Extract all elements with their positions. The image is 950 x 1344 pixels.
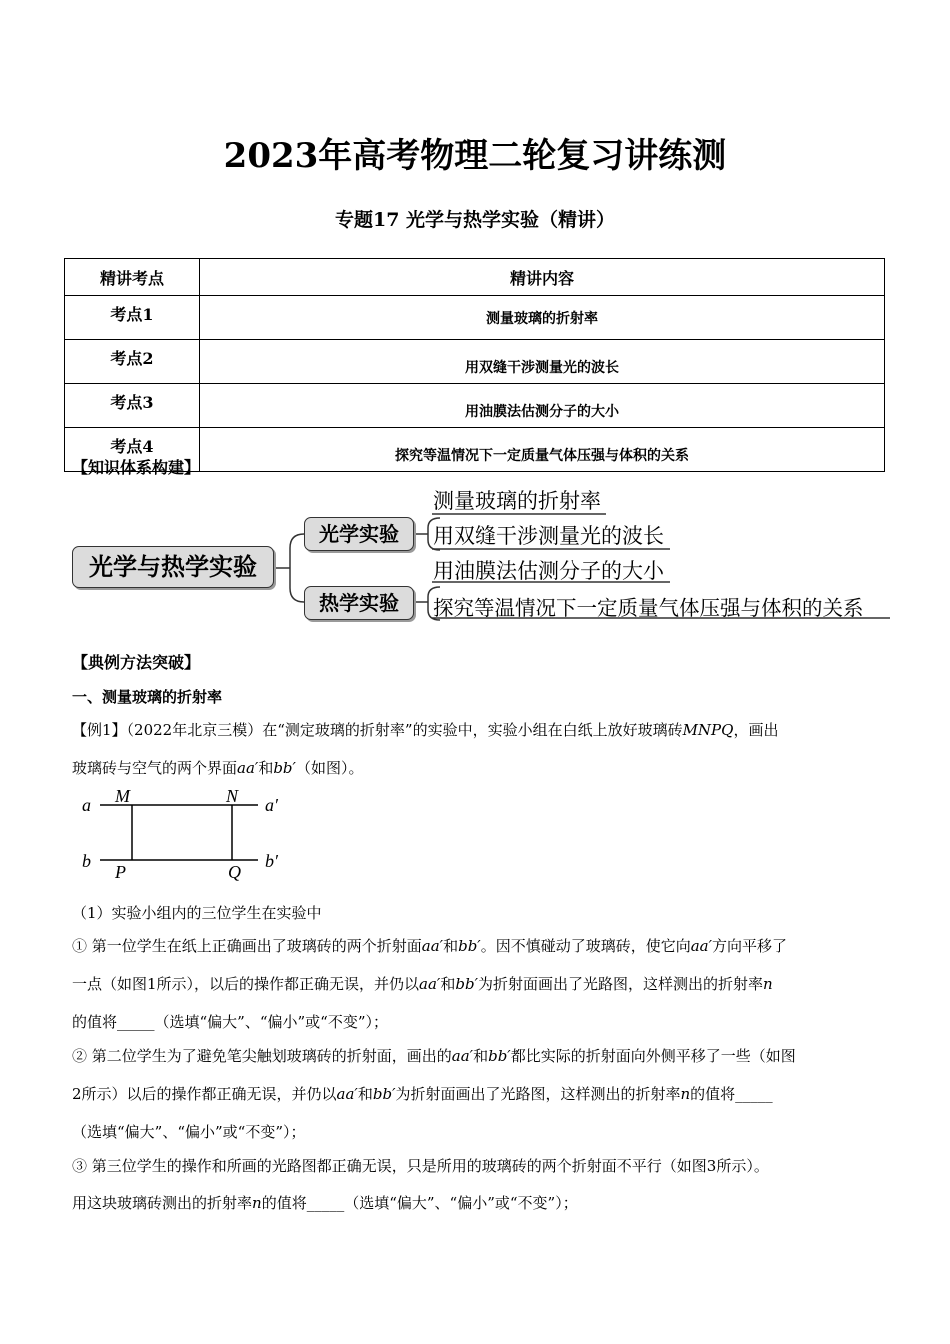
refractive-index-n: n [680,1085,691,1103]
label-b-prime: b′ [265,851,278,871]
example-text: 玻璃砖与空气的两个界面 [72,759,238,777]
mindmap-leaf: 探究等温情况下一定质量气体压强与体积的关系 [433,596,864,620]
mindmap-branch-optics: 光学实验 [304,517,414,551]
question-line: 的值将_____（选填“偏大”、“偏小”或“不变”）； [72,1013,389,1031]
question-line [72,1084,773,1104]
interface-bb: bb′ [455,975,478,993]
table-cell-point: 考点1 [65,296,200,340]
table-header-content: 精讲内容 [200,259,885,296]
q-text: 为折射面画出了光路图，这样测出的折射率 [477,975,763,993]
knowledge-heading: 【知识体系构建】 [72,458,201,477]
question-line [72,974,773,994]
example-text: ，画出 [733,721,779,739]
q-text: 的值将_____ [690,1085,773,1103]
q-text: 方向平移了 [712,937,788,955]
table-cell-point: 考点2 [65,340,200,384]
q-text: 2所示）以后的操作都正确无误，并仍以 [72,1085,337,1103]
interface-aa: aa′ [336,1085,358,1103]
q-text: ① 第一位学生在纸上正确画出了玻璃砖的两个折射面 [72,937,422,955]
interface-aa: aa′ [690,937,713,955]
interface-bb: bb′ [273,759,296,777]
label-Q: Q [228,862,241,882]
method-heading: 【典例方法突破】 [72,653,201,672]
q-text: 都比实际的折射面向外侧平移了一些（如图 [510,1047,796,1065]
question-line [72,1046,796,1066]
question-intro: （1）实验小组内的三位学生在实验中 [72,904,322,922]
table-cell-point: 考点4 [65,428,200,472]
section-title: 一、测量玻璃的折射率 [72,688,223,706]
example-label: 【例1】 [72,721,127,739]
example-line [72,758,363,778]
question-line: ③ 第三位学生的操作和所画的光路图都正确无误，只是所用的玻璃砖的两个折射面不平行（如图3所示）。 [72,1157,769,1175]
label-P: P [115,862,126,882]
mindmap-branch-thermal: 热学实验 [304,586,414,620]
mindmap-leaf: 测量玻璃的折射率 [433,489,601,513]
table-header-row [65,259,885,296]
q-text: 。因不慎碰动了玻璃砖，使它向 [480,937,691,955]
example-line [72,720,778,740]
example-text: 和 [258,759,274,777]
glass-brick-name: MNPQ [682,721,734,739]
document-subtitle: 专题17 光学与热学实验（精讲） [334,209,616,231]
example-text: 在“测定玻璃的折射率”的实验中，实验小组在白纸上放好玻璃砖 [262,721,683,739]
example-text: （如图）。 [295,759,364,777]
topic-table [64,258,885,472]
table-header-point: 精讲考点 [65,259,200,296]
q-text: 的值将_____（选填“偏大”、“偏小”或“不变”）； [261,1194,578,1212]
table-row [65,340,885,384]
mindmap-root: 光学与热学实验 [72,546,274,588]
interface-bb: bb′ [458,937,481,955]
table-cell-content: 探究等温情况下一定质量气体压强与体积的关系 [200,428,885,472]
document-title: 2023年高考物理二轮复习讲练测 [223,136,727,176]
interface-aa: aa′ [451,1047,474,1065]
q-text: 和 [357,1085,373,1103]
example-source: （2022年北京三模） [126,721,263,739]
refractive-index-n: n [252,1194,262,1212]
q-text: 和 [443,937,459,955]
mindmap-leaf: 用双缝干涉测量光的波长 [433,524,664,548]
q-text: 和 [440,975,456,993]
table-cell-content: 测量玻璃的折射率 [200,296,885,340]
table-cell-content: 用油膜法估测分子的大小 [200,384,885,428]
table-row [65,296,885,340]
mindmap-leaf: 用油膜法估测分子的大小 [433,559,664,583]
interface-aa: aa′ [237,759,259,777]
q-text: ② 第二位学生为了避免笔尖触划玻璃砖的折射面，画出的 [72,1047,452,1065]
label-a: a [82,795,91,815]
interface-aa: aa′ [419,975,441,993]
refractive-index-n: n [763,975,773,993]
table-cell-content: 用双缝干涉测量光的波长 [200,340,885,384]
table-row [65,384,885,428]
table-cell-point: 考点3 [65,384,200,428]
interface-bb: bb′ [488,1047,511,1065]
question-line [72,936,787,956]
interface-bb: bb′ [372,1085,396,1103]
interface-aa: aa′ [421,937,444,955]
q-text: 为折射面画出了光路图，这样测出的折射率 [395,1085,681,1103]
q-text: 一点（如图1所示），以后的操作都正确无误，并仍以 [72,975,420,993]
q-text: 用这块玻璃砖测出的折射率 [72,1194,253,1212]
label-a-prime: a′ [265,795,278,815]
question-line: （选填“偏大”、“偏小”或“不变”）； [72,1123,306,1141]
q-text: 和 [473,1047,489,1065]
label-M: M [115,786,130,806]
question-line [72,1193,578,1213]
label-N: N [226,786,239,806]
label-b: b [82,851,91,871]
